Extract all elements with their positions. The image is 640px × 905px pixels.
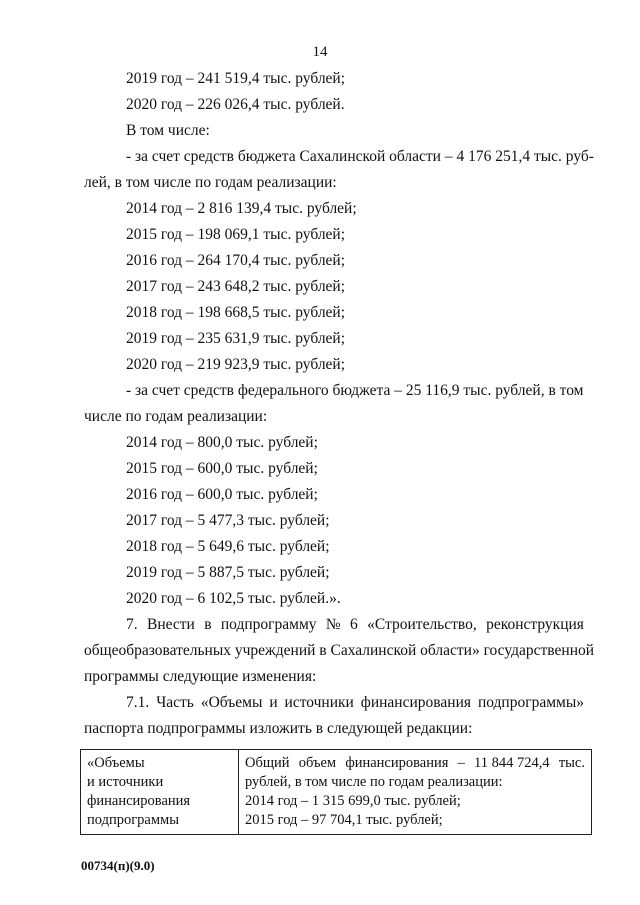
table-row xyxy=(81,750,592,835)
regional-budget-intro: - за счет средств бюджета Сахалинской области – 4 176 251,4 тыс. руб- xyxy=(126,148,594,165)
cell-text: «Объемы xyxy=(87,755,145,771)
regional-year-line: 2019 год – 235 631,9 тыс. рублей; xyxy=(126,330,346,347)
word: тыс. xyxy=(558,755,585,771)
word: финансирования xyxy=(360,694,471,711)
item-7-1-line-1 xyxy=(0,690,640,716)
word: 11 844 724,4 xyxy=(474,755,550,771)
word: «Объемы xyxy=(200,694,263,711)
regional-year-line: 2017 год – 243 648,2 тыс. рублей; xyxy=(126,278,346,295)
page-number: 14 xyxy=(312,44,328,60)
table-cell-label xyxy=(81,750,239,835)
word: финансирования xyxy=(345,755,449,771)
cell-text: рублей, в том числе по годам реализации: xyxy=(245,774,503,790)
federal-year-line: 2020 год – 6 102,5 тыс. рублей.». xyxy=(126,590,341,607)
federal-year-line: 2018 год – 5 649,6 тыс. рублей; xyxy=(126,538,330,555)
word: и xyxy=(269,694,278,711)
word: 7. xyxy=(126,616,138,633)
federal-year-line: 2019 год – 5 887,5 тыс. рублей; xyxy=(126,564,330,581)
passport-table xyxy=(80,749,592,835)
word: подпрограмму xyxy=(220,616,317,633)
cell-text: финансирования xyxy=(87,793,191,809)
item-7-line-3: программы следующие изменения: xyxy=(84,668,317,685)
document-body xyxy=(0,66,640,742)
federal-year-line: 2015 год – 600,0 тыс. рублей; xyxy=(126,460,318,477)
cell-text: 2015 год – 97 704,1 тыс. рублей; xyxy=(245,812,443,828)
regional-year-line: 2016 год – 264 170,4 тыс. рублей; xyxy=(126,252,346,269)
federal-year-line: 2017 год – 5 477,3 тыс. рублей; xyxy=(126,512,330,529)
word: в xyxy=(204,616,212,633)
word: реконструкция xyxy=(486,616,584,633)
item-7-line-2: общеобразовательных учреждений в Сахалинской области» государственной xyxy=(84,642,595,659)
regional-year-line: 2014 год – 2 816 139,4 тыс. рублей; xyxy=(126,200,357,217)
word: 6 xyxy=(350,616,358,633)
item-7-1-line-2: паспорта подпрограммы изложить в следующей редакции: xyxy=(84,720,473,737)
text-line: лей, в том числе по годам реализации: xyxy=(84,174,337,191)
word: «Строительство, xyxy=(367,616,477,633)
word: 7.1. xyxy=(126,694,150,711)
text-line: В том числе: xyxy=(126,122,210,139)
word: объем xyxy=(298,755,337,771)
federal-budget-intro: - за счет средств федерального бюджета – 25 116,9 тыс. рублей, в том xyxy=(126,382,584,399)
document-code: 00734(п)(9.0) xyxy=(81,858,155,873)
table-cell-value xyxy=(239,750,592,835)
cell-first-line xyxy=(245,754,585,773)
regional-year-line: 2020 год – 219 923,9 тыс. рублей; xyxy=(126,356,346,373)
federal-year-line: 2016 год – 600,0 тыс. рублей; xyxy=(126,486,318,503)
text-line: 2019 год – 241 519,4 тыс. рублей; xyxy=(126,70,346,87)
regional-year-line: 2015 год – 198 069,1 тыс. рублей; xyxy=(126,226,346,243)
federal-year-line: 2014 год – 800,0 тыс. рублей; xyxy=(126,434,318,451)
word: источники xyxy=(284,694,354,711)
text-line: 2020 год – 226 026,4 тыс. рублей. xyxy=(126,96,345,113)
cell-text: и источники xyxy=(87,774,164,790)
cell-text: подпрограммы xyxy=(87,812,179,828)
word: Общий xyxy=(245,755,290,771)
regional-year-line: 2018 год – 198 668,5 тыс. рублей; xyxy=(126,304,346,321)
word: Внести xyxy=(146,616,195,633)
text-line: числе по годам реализации: xyxy=(84,408,268,425)
item-7-line-1 xyxy=(0,612,640,638)
word: № xyxy=(325,616,341,633)
word: Часть xyxy=(156,694,194,711)
cell-text: 2014 год – 1 315 699,0 тыс. рублей; xyxy=(245,793,461,809)
word: – xyxy=(457,755,465,771)
word: подпрограммы» xyxy=(477,694,584,711)
